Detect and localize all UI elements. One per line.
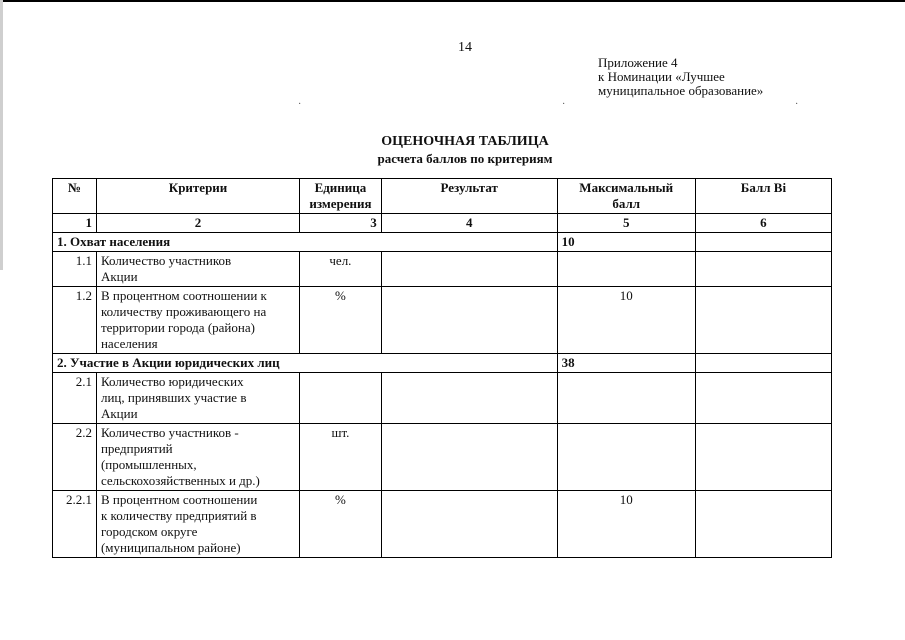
row-ball — [695, 287, 831, 354]
row-unit: шт. — [300, 424, 382, 491]
section-ball — [695, 354, 831, 373]
index-cell: 4 — [381, 214, 557, 233]
row-num: 2.2 — [53, 424, 97, 491]
header-max-line-2: балл — [612, 196, 641, 211]
row-criteria — [96, 491, 299, 558]
row-num: 1.2 — [53, 287, 97, 354]
criteria-line: населения — [100, 336, 158, 351]
header-max — [557, 179, 695, 214]
page-left-edge-shadow — [0, 0, 3, 270]
section-ball — [695, 233, 831, 252]
table-row — [53, 252, 832, 287]
header-criteria: Критерии — [96, 179, 299, 214]
criteria-line: лиц, принявших участие в — [100, 390, 247, 405]
row-unit: % — [300, 491, 382, 558]
table-header-row — [53, 179, 832, 214]
row-result — [381, 373, 557, 424]
header-num: № — [53, 179, 97, 214]
row-result — [381, 287, 557, 354]
criteria-line: Количество участников - — [100, 425, 239, 440]
annex-note — [598, 56, 898, 98]
section-row — [53, 233, 832, 252]
section-max: 10 — [557, 233, 695, 252]
row-result — [381, 491, 557, 558]
row-max: 10 — [557, 287, 695, 354]
row-ball — [695, 424, 831, 491]
scan-dot: · — [795, 99, 799, 110]
index-cell: 6 — [695, 214, 831, 233]
criteria-line: городском округе — [100, 524, 198, 539]
header-max-line-1: Максимальный — [579, 180, 674, 195]
annex-line-3: муниципальное образование» — [598, 83, 764, 98]
index-cell: 1 — [53, 214, 97, 233]
row-num: 2.2.1 — [53, 491, 97, 558]
annex-line-2: к Номинации «Лучшее — [598, 69, 725, 84]
scoring-table — [52, 178, 832, 558]
criteria-line: Акции — [100, 406, 138, 421]
criteria-line: к количеству предприятий в — [100, 508, 257, 523]
table-row — [53, 491, 832, 558]
row-criteria — [96, 252, 299, 287]
criteria-line: предприятий — [100, 441, 173, 456]
criteria-line: территории города (района) — [100, 320, 255, 335]
criteria-line: (промышленных, — [100, 457, 197, 472]
row-unit — [300, 373, 382, 424]
row-result — [381, 252, 557, 287]
header-result: Результат — [381, 179, 557, 214]
row-ball — [695, 252, 831, 287]
annex-line-1: Приложение 4 — [598, 55, 678, 70]
row-num: 1.1 — [53, 252, 97, 287]
document-subtitle: расчета баллов по критериям — [377, 151, 553, 166]
row-ball — [695, 373, 831, 424]
criteria-line: Акции — [100, 269, 138, 284]
criteria-line: В процентном соотношении к — [100, 288, 267, 303]
row-ball — [695, 491, 831, 558]
row-result — [381, 424, 557, 491]
row-num: 2.1 — [53, 373, 97, 424]
criteria-line: Количество юридических — [100, 374, 244, 389]
section-title: 1. Охват населения — [53, 233, 558, 252]
criteria-line: В процентном соотношении — [100, 492, 258, 507]
table-row — [53, 424, 832, 491]
row-criteria — [96, 373, 299, 424]
index-cell: 5 — [557, 214, 695, 233]
section-title: 2. Участие в Акции юридических лиц — [53, 354, 558, 373]
header-ball: Балл Bi — [695, 179, 831, 214]
index-cell: 3 — [300, 214, 382, 233]
criteria-line: (муниципальном районе) — [100, 540, 241, 555]
row-max — [557, 424, 695, 491]
scan-dot: · — [562, 99, 566, 110]
header-unit — [300, 179, 382, 214]
row-criteria — [96, 287, 299, 354]
row-criteria — [96, 424, 299, 491]
criteria-line: сельскохозяйственных и др.) — [100, 473, 260, 488]
document-title: ОЦЕНОЧНАЯ ТАБЛИЦА — [381, 134, 549, 149]
page-number: 14 — [458, 40, 472, 55]
header-unit-line-1: Единица — [314, 180, 367, 195]
column-index-row — [53, 214, 832, 233]
page-top-border — [0, 0, 905, 2]
row-max: 10 — [557, 491, 695, 558]
criteria-line: количеству проживающего на — [100, 304, 267, 319]
criteria-line: Количество участников — [100, 253, 232, 268]
header-unit-line-2: измерения — [309, 196, 372, 211]
row-unit: чел. — [300, 252, 382, 287]
row-max — [557, 252, 695, 287]
section-max: 38 — [557, 354, 695, 373]
table-row — [53, 373, 832, 424]
section-row — [53, 354, 832, 373]
index-cell: 2 — [96, 214, 299, 233]
table-row — [53, 287, 832, 354]
row-max — [557, 373, 695, 424]
scan-dot: · — [298, 99, 302, 110]
row-unit: % — [300, 287, 382, 354]
